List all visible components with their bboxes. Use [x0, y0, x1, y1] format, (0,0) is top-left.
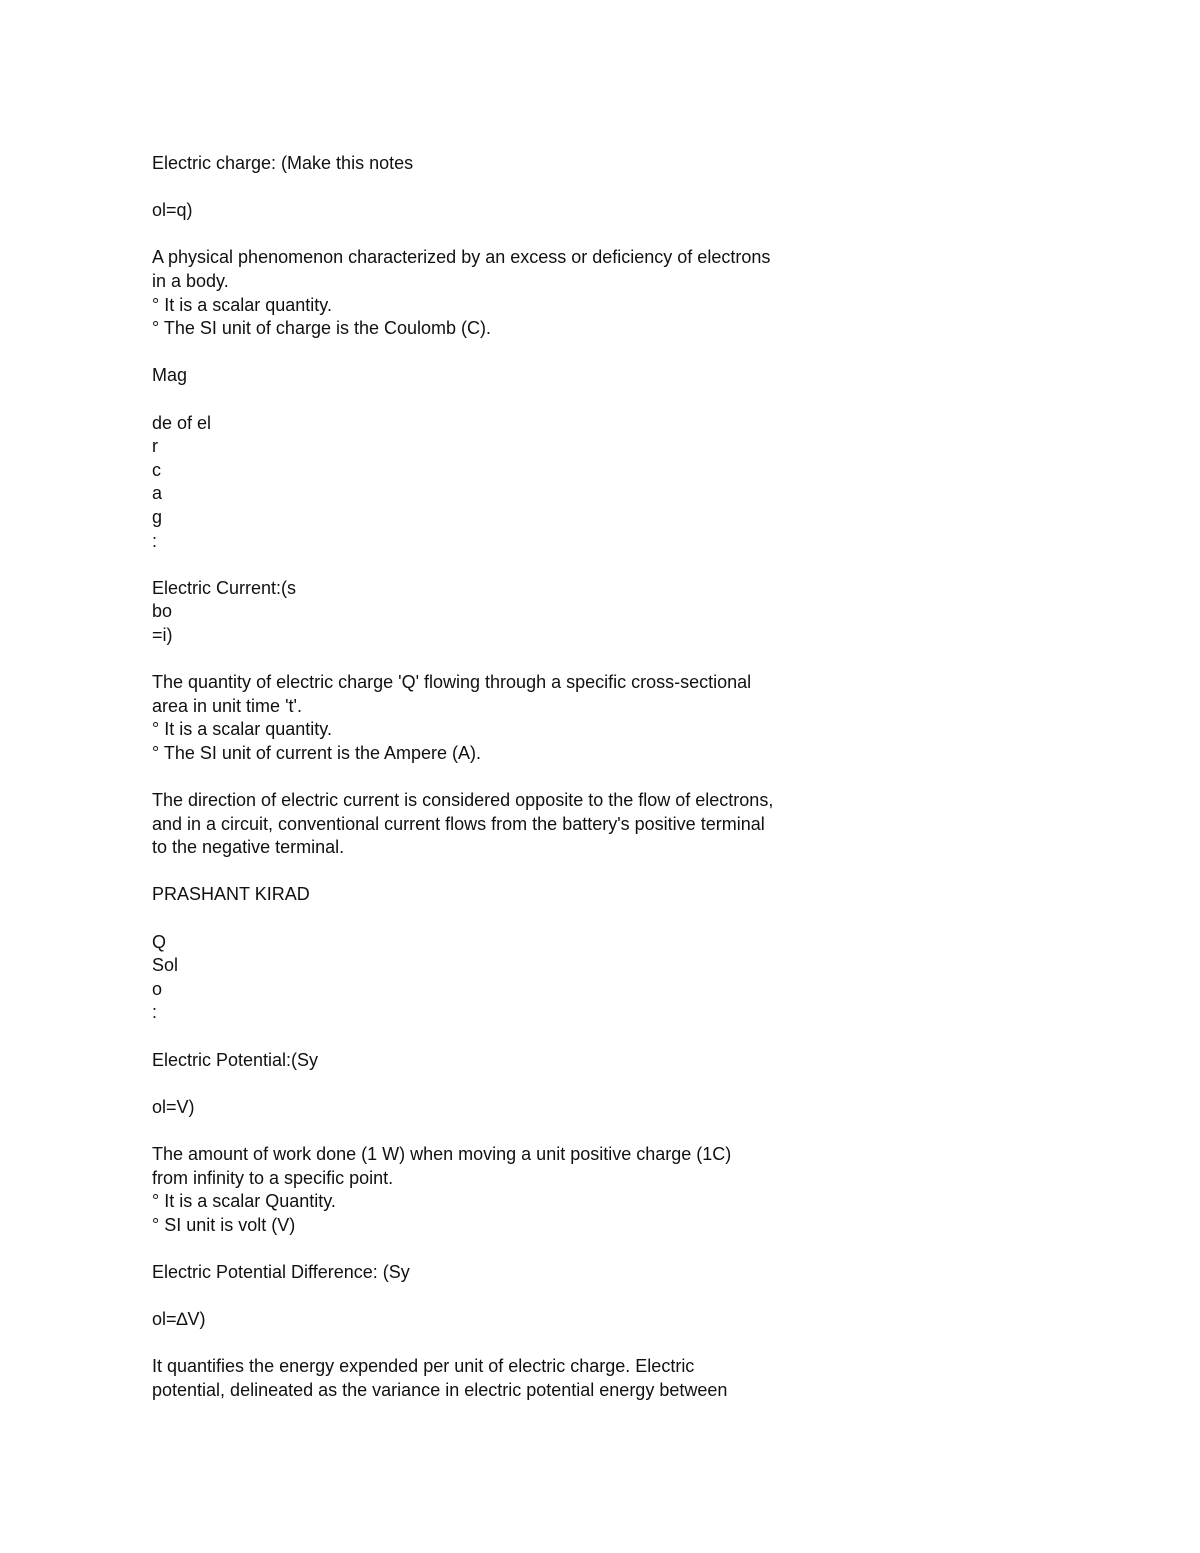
blank-line [152, 341, 852, 365]
blank-line [152, 1025, 852, 1049]
blank-line [152, 765, 852, 789]
text-line: bo [152, 601, 173, 622]
text-line: : [152, 530, 158, 551]
text-line: The quantity of electric charge 'Q' flowing through a specific cross-sectional [152, 672, 752, 693]
text-line: r [152, 436, 158, 457]
text-line: It quantifies the energy expended per unit of electric charge. Electric [152, 1356, 695, 1377]
blank-line [152, 176, 852, 200]
text-line: PRASHANT KIRAD [152, 884, 310, 905]
text-line: from infinity to a specific point. [152, 1167, 394, 1188]
text-line: ol=∆V) [152, 1309, 206, 1330]
text-line: ° It is a scalar Quantity. [152, 1191, 336, 1212]
text-line: ° It is a scalar quantity. [152, 294, 332, 315]
blank-line [152, 553, 852, 577]
text-line: Electric Current:(s [152, 577, 297, 598]
text-line: The amount of work done (1 W) when moving a unit positive charge (1C) [152, 1143, 732, 1164]
text-line: g [152, 506, 163, 527]
text-line: A physical phenomenon characterized by an excess or deficiency of electrons [152, 247, 771, 268]
text-line: in a body. [152, 270, 229, 291]
text-line: ° The SI unit of charge is the Coulomb (C). [152, 318, 492, 339]
text-line: ol=V) [152, 1096, 195, 1117]
blank-line [152, 1119, 852, 1143]
text-line: =i) [152, 624, 173, 645]
blank-line [152, 1237, 852, 1261]
blank-line [152, 907, 852, 931]
text-line: area in unit time 't'. [152, 695, 302, 716]
text-line: c [152, 459, 161, 480]
text-line: ° The SI unit of current is the Ampere (A). [152, 742, 482, 763]
text-line: Mag [152, 365, 188, 386]
text-line: potential, delineated as the variance in electric potential energy between [152, 1379, 728, 1400]
text-line: Electric charge: (Make this notes [152, 153, 414, 173]
blank-line [152, 860, 852, 884]
text-line: ol=q) [152, 200, 193, 221]
blank-line [152, 223, 852, 247]
text-line: : [152, 1002, 158, 1023]
text-line: Sol [152, 955, 179, 976]
text-line: a [152, 483, 163, 504]
text-line: de of el [152, 412, 212, 433]
blank-line [152, 388, 852, 412]
blank-line [152, 647, 852, 671]
text-line: o [152, 978, 163, 999]
text-line: The direction of electric current is considered opposite to the flow of electrons, [152, 790, 774, 811]
blank-line [152, 1332, 852, 1356]
text-line: and in a circuit, conventional current flows from the battery's positive terminal [152, 813, 765, 834]
text-line: ° It is a scalar quantity. [152, 719, 332, 740]
document-page [152, 152, 852, 1402]
text-line: Q [152, 931, 167, 952]
text-line: to the negative terminal. [152, 837, 345, 858]
text-line: Electric Potential:(Sy [152, 1049, 319, 1070]
blank-line [152, 1285, 852, 1309]
text-line: Electric Potential Difference: (Sy [152, 1261, 410, 1282]
text-line: ° SI unit is volt (V) [152, 1214, 296, 1235]
blank-line [152, 1072, 852, 1096]
